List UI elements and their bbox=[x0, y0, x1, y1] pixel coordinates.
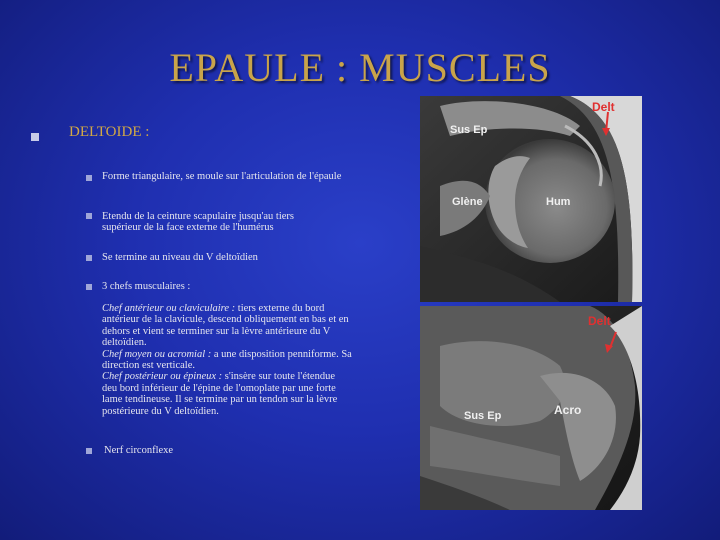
section-heading: DELTOIDE : bbox=[69, 124, 150, 140]
label-sus-ep-bottom: Sus Ep bbox=[464, 410, 502, 422]
muscle-heads-detail bbox=[102, 303, 352, 417]
bullet-text-3: Se termine au niveau du V deltoïdien bbox=[102, 252, 258, 263]
bullet-text-2: Etendu de la ceinture scapulaire jusqu'au tiers supérieur de la face externe de l'humérus bbox=[102, 211, 294, 233]
label-delt-bottom: Delt bbox=[588, 314, 611, 328]
anterior-head-label: Chef antérieur ou claviculaire : bbox=[102, 303, 236, 314]
bullet-text-1: Forme triangulaire, se moule sur l'articulation de l'épaule bbox=[102, 171, 342, 182]
label-delt-top: Delt bbox=[592, 100, 615, 114]
middle-head-text: a une disposition penniforme. Sa direction est verticale. bbox=[102, 348, 352, 372]
label-acro: Acro bbox=[554, 403, 582, 417]
bullet-text-4: 3 chefs musculaires : bbox=[102, 281, 191, 292]
slide-title: EPAULE : MUSCLES bbox=[169, 45, 551, 90]
label-sus-ep-top: Sus Ep bbox=[450, 124, 488, 136]
anterior-head-text: tiers externe du bord antérieur de la clavicule, descend obliquement en bas et en dehors et vient se terminer sur la lèvre antérieure du V deltoïdien. bbox=[102, 303, 349, 349]
bullet-text-last: Nerf circonflexe bbox=[104, 445, 174, 456]
mri-coronal-image bbox=[420, 96, 642, 302]
mri-sagittal-image bbox=[420, 306, 642, 510]
label-glene: Glène bbox=[452, 196, 483, 208]
bullet-marker bbox=[86, 213, 92, 219]
bullet-marker bbox=[86, 175, 92, 181]
bullet-marker bbox=[86, 284, 92, 290]
posterior-head-label: Chef postérieur ou épineux : bbox=[102, 371, 223, 383]
middle-head-label: Chef moyen ou acromial : bbox=[102, 348, 212, 360]
section-bullet bbox=[31, 133, 39, 141]
bullet-marker bbox=[86, 448, 92, 454]
label-hum: Hum bbox=[546, 196, 571, 208]
posterior-head-text: s'insère sur toute l'étendue deu bord inférieur de l'épine de l'omoplate par une forte lame tendineuse. Il se termine par un tendon sur la lèvre postérieure du V deltoïdien. bbox=[102, 371, 338, 417]
bullet-marker bbox=[86, 255, 92, 261]
